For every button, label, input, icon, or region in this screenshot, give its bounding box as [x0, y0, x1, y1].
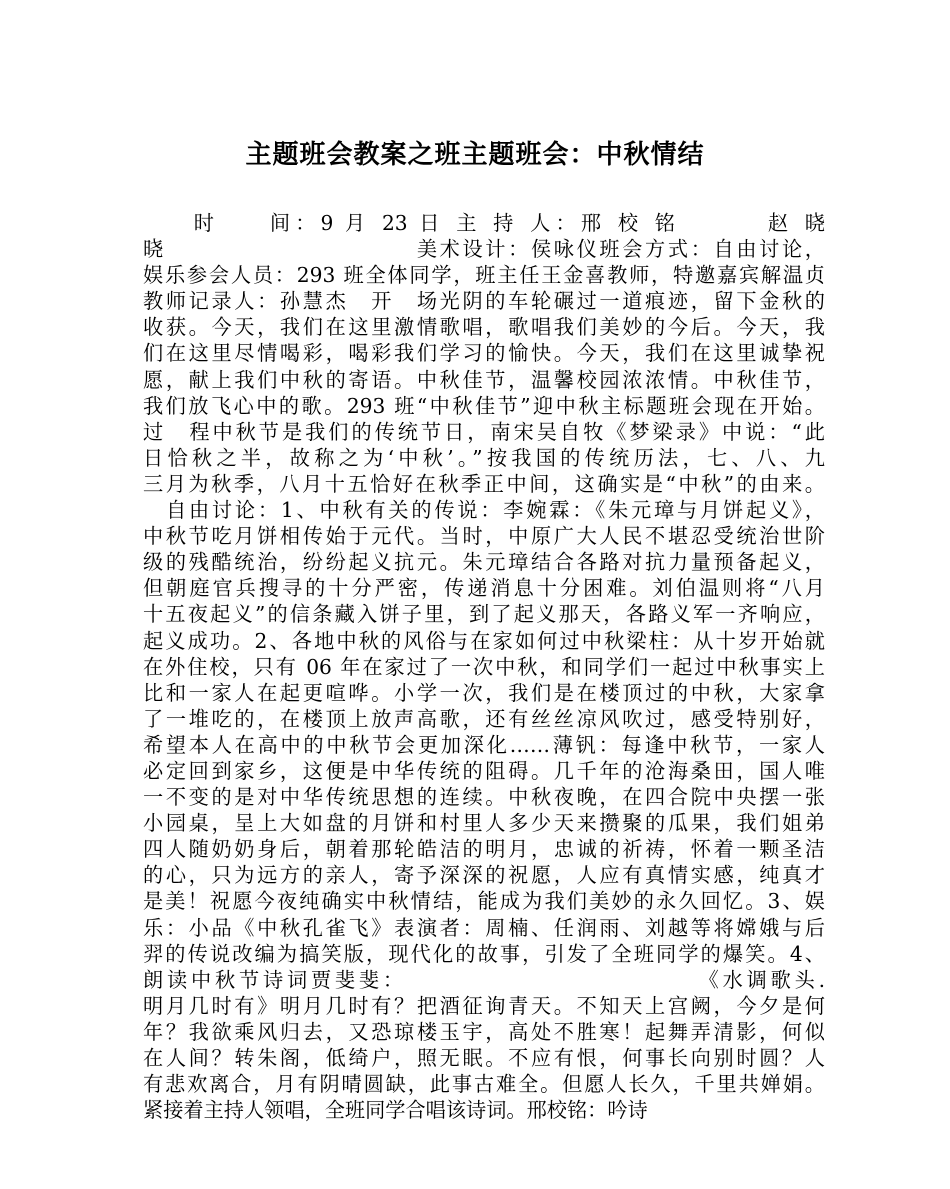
body-line: 有悲欢离合，月有阴晴圆缺，此事古难全。但愿人长久，千里共婵娟。: [143, 1072, 825, 1097]
body-line: 四人随奶奶身后，朝着那轮皓洁的明月，忠诚的祈祷，怀着一颗圣洁: [143, 837, 825, 862]
body-line: 紧接着主持人领唱，全班同学合唱该诗词。邢校铭：吟诗: [143, 1098, 648, 1123]
body-line: 晓 美术设计：侯咏仪班会方式：自由讨论，: [143, 237, 825, 262]
body-line: 十五夜起义”的信条藏入饼子里，到了起义那天，各路义军一齐响应，: [143, 602, 825, 627]
body-line: 过 程中秋节是我们的传统节日，南宋吴自牧《梦梁录》中说：“此: [143, 419, 825, 444]
body-line: 在人间？转朱阁，低绮户，照无眠。不应有恨，何事长向别时圆？人: [143, 1046, 825, 1070]
body-line: 愿，献上我们中秋的寄语。中秋佳节，温馨校园浓浓情。中秋佳节，: [143, 367, 825, 392]
body-line: 朗读中秋节诗词贾斐斐： 《水调歌头.: [143, 967, 825, 992]
body-line: 级的残酷统治，纷纷起义抗元。朱元璋结合各路对抗力量预备起义，: [143, 550, 825, 575]
body-line: 小园桌，呈上大如盘的月饼和村里人多少天来攒聚的瓜果，我们姐弟: [143, 811, 825, 836]
body-line: 乐：小品《中秋孔雀飞》表演者：周楠、任润雨、刘越等将嫦娥与后: [143, 915, 825, 940]
body-line: 中秋节吃月饼相传始于元代。当时，中原广大人民不堪忍受统治世阶: [143, 524, 825, 549]
body-line: 时 间：9 月 23 日 主 持 人：邢 校 铭 赵 晓: [143, 211, 825, 235]
body-line: 日恰秋之半，故称之为‘中秋’。”按我国的传统历法，七、八、九: [143, 445, 825, 470]
body-line: 年？我欲乘风归去，又恐琼楼玉宇，高处不胜寒！起舞弄清影，何似: [143, 1019, 825, 1044]
body-line: 起义成功。2、各地中秋的风俗与在家如何过中秋梁柱：从十岁开始就: [143, 628, 825, 653]
body-line: 在外住校，只有 06 年在家过了一次中秋，和同学们一起过中秋事实上: [143, 654, 825, 679]
document-title: 主题班会教案之班主题班会：中秋情结: [245, 140, 705, 170]
body-line: 娱乐参会人员：293 班全体同学，班主任王金喜教师，特邀嘉宾解温贞: [143, 263, 825, 288]
body-line: 希望本人在高中的中秋节会更加深化……薄钒：每逢中秋节，一家人: [143, 732, 825, 757]
body-line: 比和一家人在起更喧哗。小学一次，我们是在楼顶过的中秋，大家拿: [143, 680, 825, 705]
body-line: 们在这里尽情喝彩，喝彩我们学习的愉快。今天，我们在这里诚挚祝: [143, 341, 825, 366]
body-line: 但朝庭官兵搜寻的十分严密，传递消息十分困难。刘伯温则将“八月: [143, 576, 825, 601]
body-line: 自由讨论：1、中秋有关的传说：李婉霖：《朱元璋与月饼起义》，: [143, 498, 825, 523]
body-line: 我们放飞心中的歌。293 班“中秋佳节”迎中秋主标题班会现在开始。: [143, 393, 825, 418]
body-line: 收获。今天，我们在这里激情歌唱，歌唱我们美妙的今后。今天，我: [143, 315, 825, 340]
body-line: 羿的传说改编为搞笑版，现代化的故事，引发了全班同学的爆笑。4、: [143, 941, 825, 966]
body-line: 的心，只为远方的亲人，寄予深深的祝愿，人应有真情实感，纯真才: [143, 863, 825, 888]
body-line: 三月为秋季，八月十五恰好在秋季正中间，这确实是“中秋”的由来。: [143, 471, 825, 496]
body-line: 一不变的是对中华传统思想的连续。中秋夜晚，在四合院中央摆一张: [143, 785, 825, 810]
body-line: 教师记录人：孙慧杰 开 场光阴的车轮碾过一道痕迹，留下金秋的: [143, 289, 825, 314]
body-line: 明月几时有》明月几时有？把酒征询青天。不知天上宫阙，今夕是何: [143, 993, 825, 1018]
body-line: 必定回到家乡，这便是中华传统的阻碍。几千年的沧海桑田，国人唯: [143, 758, 825, 783]
document-body: [143, 210, 825, 1123]
body-line: 了一堆吃的，在楼顶上放声高歌，还有丝丝凉风吹过，感受特别好，: [143, 706, 825, 731]
body-line: 是美！祝愿今夜纯确实中秋情结，能成为我们美妙的永久回忆。3、娱: [143, 889, 825, 914]
